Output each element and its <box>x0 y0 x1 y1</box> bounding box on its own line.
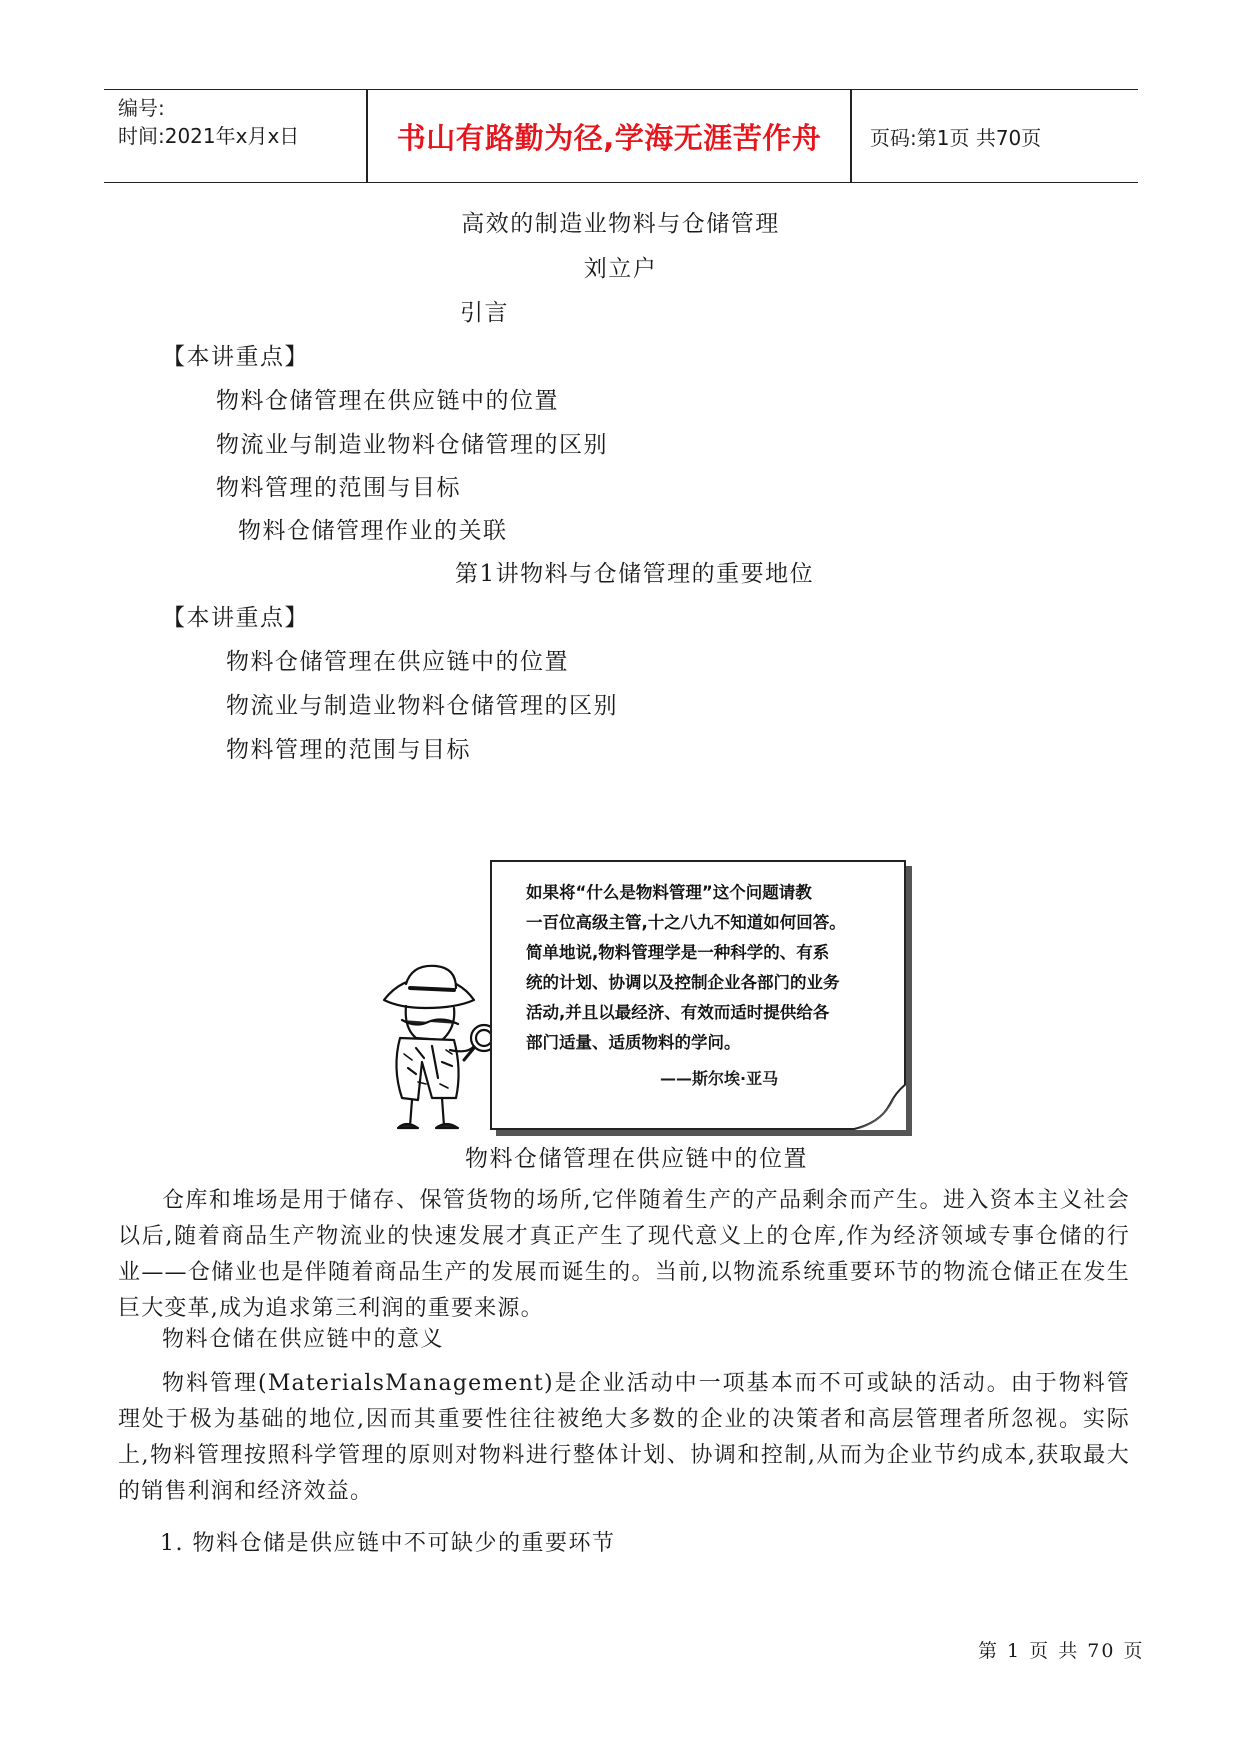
quote-line: 部门适量、适质物料的学问。 <box>526 1033 741 1052</box>
lecture-title: 第1讲物料与仓储管理的重要地位 <box>455 561 815 587</box>
key-points-label: 【本讲重点】 <box>162 344 309 370</box>
quote-illustration <box>372 860 912 1140</box>
time-label: 时间:2021年x月x日 <box>118 124 300 148</box>
header-divider <box>850 90 852 182</box>
key-points-label: 【本讲重点】 <box>162 605 309 631</box>
quote-note <box>490 860 906 1130</box>
page-curl-icon <box>850 1084 906 1130</box>
key-point-item: 物料仓储管理在供应链中的位置 <box>216 388 559 414</box>
document-title: 高效的制造业物料与仓储管理 <box>461 211 780 237</box>
key-point-item: 物料管理的范围与目标 <box>226 737 471 763</box>
key-point-item: 物料管理的范围与目标 <box>216 475 461 501</box>
intro-heading: 引言 <box>460 300 509 326</box>
quote-line: 统的计划、协调以及控制企业各部门的业务 <box>526 973 840 992</box>
document-author: 刘立户 <box>583 256 658 282</box>
section-heading: 物料仓储管理在供应链中的位置 <box>465 1146 808 1172</box>
page-footer: 第 1 页 共 70 页 <box>978 1640 1145 1662</box>
quote-line: 简单地说,物料管理学是一种科学的、有系 <box>526 943 830 962</box>
header-page-info: 页码:第1页 共70页 <box>870 125 1042 150</box>
paragraph-text: 物料管理(MaterialsManagement)是企业活动中一项基本而不可或缺的活动。由于物料管理处于极为基础的地位,因而其重要性往往被绝大多数的企业的决策者和高层管理者所忽视。实际上,物料管理按照科学管理的原则对物料进行整体计划、协调和控制,从而为企业节约成本,获取最大的销售利润和经济效益。 <box>118 1371 1130 1504</box>
subheading: 物料仓储在供应链中的意义 <box>162 1327 445 1352</box>
header-motto: 书山有路勤为径,学海无涯苦作舟 <box>396 120 822 155</box>
key-point-item: 物流业与制造业物料仓储管理的区别 <box>216 432 608 458</box>
quote-line: 一百位高级主管,十之八九不知道如何回答。 <box>526 913 846 932</box>
body-paragraph <box>118 1366 1130 1510</box>
body-paragraph <box>118 1183 1130 1327</box>
paragraph-text: 仓库和堆场是用于储存、保管货物的场所,它伴随着生产的产品剩余而产生。进入资本主义社会以后,随着商品生产物流业的快速发展才真正产生了现代意义上的仓库,作为经济领域专事仓储的行业——仓储业也是伴随着商品生产的发展而诞生的。当前,以物流系统重要环节的物流仓储正在发生巨大变革,成为追求第三利润的重要来源。 <box>118 1188 1130 1321</box>
quote-line: 活动,并且以最经济、有效而适时提供给各 <box>526 1003 830 1022</box>
key-point-item: 物流业与制造业物料仓储管理的区别 <box>226 693 618 719</box>
key-point-item: 物料仓储管理作业的关联 <box>238 518 508 544</box>
number-label: 编号: <box>118 96 165 120</box>
quote-text <box>526 878 894 1058</box>
numbered-item: 1. 物料仓储是供应链中不可缺少的重要环节 <box>160 1531 616 1556</box>
page-header <box>104 89 1138 183</box>
quote-attribution: ——斯尔埃·亚马 <box>660 1069 779 1088</box>
header-meta <box>118 90 368 186</box>
quote-line: 如果将“什么是物料管理”这个问题请教 <box>526 883 812 902</box>
key-point-item: 物料仓储管理在供应链中的位置 <box>226 649 569 675</box>
